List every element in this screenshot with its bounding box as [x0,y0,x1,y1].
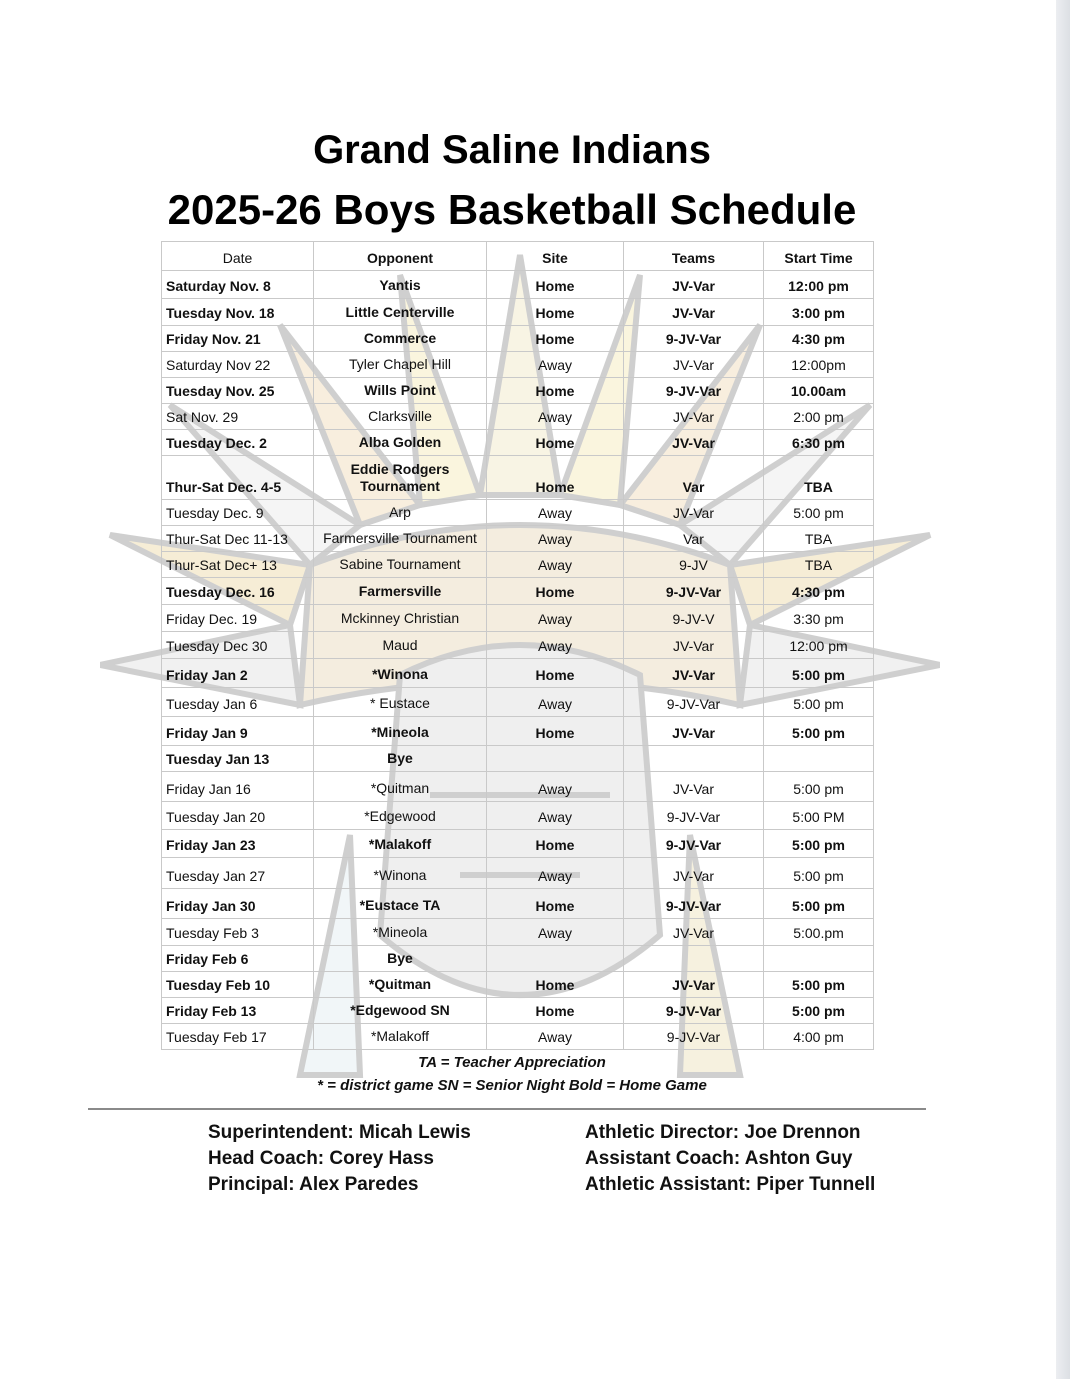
table-row [162,889,874,919]
staff-athletic-director: Athletic Director: Joe Drennon [585,1122,861,1143]
opponent-cell [314,378,487,404]
site-cell: Home [487,717,624,746]
staff-head-coach: Head Coach: Corey Hass [208,1148,434,1169]
start-time-cell: TBA [764,552,874,578]
site-cell: Home [487,326,624,352]
teams-cell [624,746,764,772]
date-cell: Tuesday Feb 3 [162,919,314,946]
date-cell: Thur-Sat Dec 11-13 [162,526,314,552]
opponent-name: Clarksville [368,408,432,424]
opponent-name: Farmersville [358,583,442,599]
divider [88,1108,926,1110]
date-cell: Saturday Nov 22 [162,352,314,378]
opponent-name: Maud [382,637,418,653]
site-cell: Home [487,378,624,404]
start-time-cell: 5:00 pm [764,858,874,889]
teams-cell [624,946,764,972]
teams-cell: JV-Var [624,858,764,889]
column-header-start-time: Start Time [764,242,874,271]
page-edge [1056,0,1070,1379]
site-cell: Away [487,352,624,378]
opponent-name: Sabine Tournament [339,556,461,572]
opponent-cell [314,605,487,632]
column-header-teams: Teams [624,242,764,271]
opponent-cell [314,830,487,858]
start-time-cell: 4:00 pm [764,1024,874,1050]
table-row [162,404,874,430]
site-cell [487,746,624,772]
opponent-name: Commerce [363,330,437,346]
column-header-date: Date [162,242,314,271]
table-row [162,552,874,578]
date-cell: Tuesday Dec. 2 [162,430,314,456]
table-header-row [162,242,874,271]
date-cell: Thur-Sat Dec. 4-5 [162,456,314,500]
date-cell: Tuesday Jan 6 [162,688,314,717]
opponent-cell [314,352,487,378]
table-row [162,1024,874,1050]
date-cell: Tuesday Dec 30 [162,632,314,659]
opponent-name: Wills Point [364,382,436,398]
staff-principal: Principal: Alex Paredes [208,1174,419,1195]
start-time-cell: 5:00 pm [764,772,874,802]
table-row [162,605,874,632]
opponent-cell [314,772,487,802]
opponent-name: Arp [389,504,411,520]
opponent-name: Bye [387,950,413,966]
opponent-cell [314,919,487,946]
start-time-cell: 4:30 pm [764,578,874,605]
table-row [162,632,874,659]
site-cell: Home [487,830,624,858]
page-title: Grand Saline Indians [313,128,711,172]
date-cell: Friday Feb 13 [162,998,314,1024]
start-time-cell: 5:00 pm [764,659,874,688]
teams-cell: 9-JV-Var [624,578,764,605]
schedule-table [161,241,874,1050]
teams-cell: JV-Var [624,430,764,456]
opponent-name: Mckinney Christian [340,610,460,626]
teams-cell: JV-Var [624,404,764,430]
opponent-name: *Malakoff [370,1028,430,1044]
table-row [162,578,874,605]
opponent-cell [314,500,487,526]
date-cell: Tuesday Feb 10 [162,972,314,998]
opponent-cell [314,526,487,552]
table-row [162,688,874,717]
table-row [162,456,874,500]
start-time-cell: 5:00 pm [764,500,874,526]
opponent-name: *Quitman [370,780,430,796]
opponent-cell [314,299,487,326]
start-time-cell [764,746,874,772]
site-cell: Away [487,552,624,578]
opponent-name: Alba Golden [358,434,442,450]
teams-cell: JV-Var [624,299,764,326]
opponent-name-line2: Tournament [360,478,440,494]
teams-cell: 9-JV-V [624,605,764,632]
table-row [162,998,874,1024]
teams-cell: 9-JV-Var [624,378,764,404]
opponent-cell [314,632,487,659]
opponent-name: *Quitman [368,976,432,992]
start-time-cell: 3:00 pm [764,299,874,326]
date-cell: Tuesday Dec. 16 [162,578,314,605]
site-cell: Away [487,1024,624,1050]
site-cell: Home [487,430,624,456]
table-row [162,746,874,772]
start-time-cell: 5:00 pm [764,889,874,919]
opponent-name: *Malakoff [368,836,432,852]
site-cell: Away [487,688,624,717]
date-cell: Friday Jan 2 [162,659,314,688]
opponent-cell [314,404,487,430]
table-row [162,378,874,404]
start-time-cell: 12:00pm [764,352,874,378]
column-header-site: Site [487,242,624,271]
date-cell: Tuesday Feb 17 [162,1024,314,1050]
opponent-cell [314,858,487,889]
site-cell: Home [487,972,624,998]
teams-cell: 9-JV-Var [624,889,764,919]
opponent-cell [314,578,487,605]
site-cell: Home [487,998,624,1024]
start-time-cell: TBA [764,456,874,500]
site-cell: Home [487,578,624,605]
opponent-name: *Mineola [372,924,428,940]
opponent-cell [314,430,487,456]
legend-teacher-appreciation: TA = Teacher Appreciation [418,1054,606,1071]
date-cell: Sat Nov. 29 [162,404,314,430]
site-cell: Away [487,526,624,552]
date-cell: Friday Nov. 21 [162,326,314,352]
site-cell: Home [487,299,624,326]
start-time-cell: 3:30 pm [764,605,874,632]
site-cell: Home [487,456,624,500]
opponent-cell [314,889,487,919]
teams-cell: 9-JV-Var [624,830,764,858]
opponent-name: *Edgewood SN [350,1002,450,1018]
date-cell: Tuesday Jan 13 [162,746,314,772]
table-row [162,352,874,378]
teams-cell: 9-JV [624,552,764,578]
table-row [162,858,874,889]
teams-cell: JV-Var [624,717,764,746]
start-time-cell: 10.00am [764,378,874,404]
opponent-name: Bye [387,750,413,766]
opponent-name: *Winona [372,666,428,682]
date-cell: Friday Dec. 19 [162,605,314,632]
opponent-name: Little Centerville [345,304,455,320]
date-cell: Tuesday Jan 27 [162,858,314,889]
start-time-cell: 4:30 pm [764,326,874,352]
teams-cell: JV-Var [624,659,764,688]
staff-athletic-assistant: Athletic Assistant: Piper Tunnell [585,1174,876,1195]
teams-cell: 9-JV-Var [624,1024,764,1050]
legend-key: * = district game SN = Senior Night Bold = Home Game [317,1077,707,1094]
teams-cell: JV-Var [624,352,764,378]
teams-cell: 9-JV-Var [624,326,764,352]
page-subtitle: 2025-26 Boys Basketball Schedule [167,186,857,233]
site-cell: Away [487,404,624,430]
date-cell: Friday Jan 16 [162,772,314,802]
opponent-name: *Mineola [371,724,429,740]
teams-cell: JV-Var [624,500,764,526]
opponent-cell [314,688,487,717]
table-row [162,271,874,299]
opponent-cell [314,552,487,578]
start-time-cell: 12:00 pm [764,632,874,659]
start-time-cell: TBA [764,526,874,552]
teams-cell: 9-JV-Var [624,802,764,830]
start-time-cell: 5:00 pm [764,972,874,998]
start-time-cell: 6:30 pm [764,430,874,456]
table-row [162,830,874,858]
opponent-cell [314,326,487,352]
site-cell: Away [487,500,624,526]
opponent-name: *Eustace TA [359,897,441,913]
table-row [162,919,874,946]
opponent-name: Farmersville Tournament [323,530,477,546]
site-cell: Away [487,605,624,632]
start-time-cell: 5:00 pm [764,717,874,746]
site-cell: Away [487,772,624,802]
teams-cell: Var [624,456,764,500]
table-row [162,717,874,746]
opponent-cell [314,659,487,688]
table-row [162,526,874,552]
opponent-name: *Winona [373,867,427,883]
opponent-cell [314,456,487,500]
teams-cell: 9-JV-Var [624,688,764,717]
table-row [162,946,874,972]
date-cell: Thur-Sat Dec+ 13 [162,552,314,578]
table-row [162,299,874,326]
opponent-name: *Edgewood [364,808,436,824]
date-cell: Tuesday Nov. 18 [162,299,314,326]
start-time-cell: 5:00.pm [764,919,874,946]
staff-assistant-coach: Assistant Coach: Ashton Guy [585,1148,853,1169]
opponent-cell [314,946,487,972]
site-cell: Home [487,889,624,919]
opponent-name: Yantis [379,277,421,293]
start-time-cell [764,946,874,972]
opponent-name: Eddie Rodgers [350,461,450,477]
opponent-name: Tyler Chapel Hill [349,356,451,372]
opponent-cell [314,746,487,772]
opponent-cell [314,717,487,746]
site-cell: Home [487,271,624,299]
date-cell: Friday Jan 9 [162,717,314,746]
date-cell: Saturday Nov. 8 [162,271,314,299]
opponent-cell [314,1024,487,1050]
teams-cell: Var [624,526,764,552]
date-cell: Tuesday Jan 20 [162,802,314,830]
start-time-cell: 5:00 PM [764,802,874,830]
teams-cell: JV-Var [624,271,764,299]
staff-list-left [208,1120,471,1198]
site-cell [487,946,624,972]
table-row [162,772,874,802]
start-time-cell: 2:00 pm [764,404,874,430]
teams-cell: JV-Var [624,632,764,659]
teams-cell: 9-JV-Var [624,998,764,1024]
start-time-cell: 5:00 pm [764,830,874,858]
schedule-body [162,271,874,1050]
teams-cell: JV-Var [624,972,764,998]
date-cell: Tuesday Dec. 9 [162,500,314,526]
date-cell: Friday Jan 30 [162,889,314,919]
opponent-cell [314,802,487,830]
table-row [162,326,874,352]
site-cell: Away [487,858,624,889]
table-row [162,659,874,688]
opponent-name: * Eustace [370,695,430,711]
date-cell: Tuesday Nov. 25 [162,378,314,404]
site-cell: Home [487,659,624,688]
table-row [162,802,874,830]
start-time-cell: 5:00 pm [764,688,874,717]
table-row [162,500,874,526]
table-row [162,430,874,456]
date-cell: Friday Jan 23 [162,830,314,858]
teams-cell: JV-Var [624,919,764,946]
teams-cell: JV-Var [624,772,764,802]
opponent-cell [314,998,487,1024]
site-cell: Away [487,919,624,946]
staff-list-right [585,1120,875,1198]
opponent-cell [314,972,487,998]
date-cell: Friday Feb 6 [162,946,314,972]
site-cell: Away [487,632,624,659]
table-row [162,972,874,998]
start-time-cell: 5:00 pm [764,998,874,1024]
staff-superintendent: Superintendent: Micah Lewis [208,1122,471,1143]
opponent-cell [314,271,487,299]
column-header-opponent: Opponent [314,242,487,271]
start-time-cell: 12:00 pm [764,271,874,299]
site-cell: Away [487,802,624,830]
